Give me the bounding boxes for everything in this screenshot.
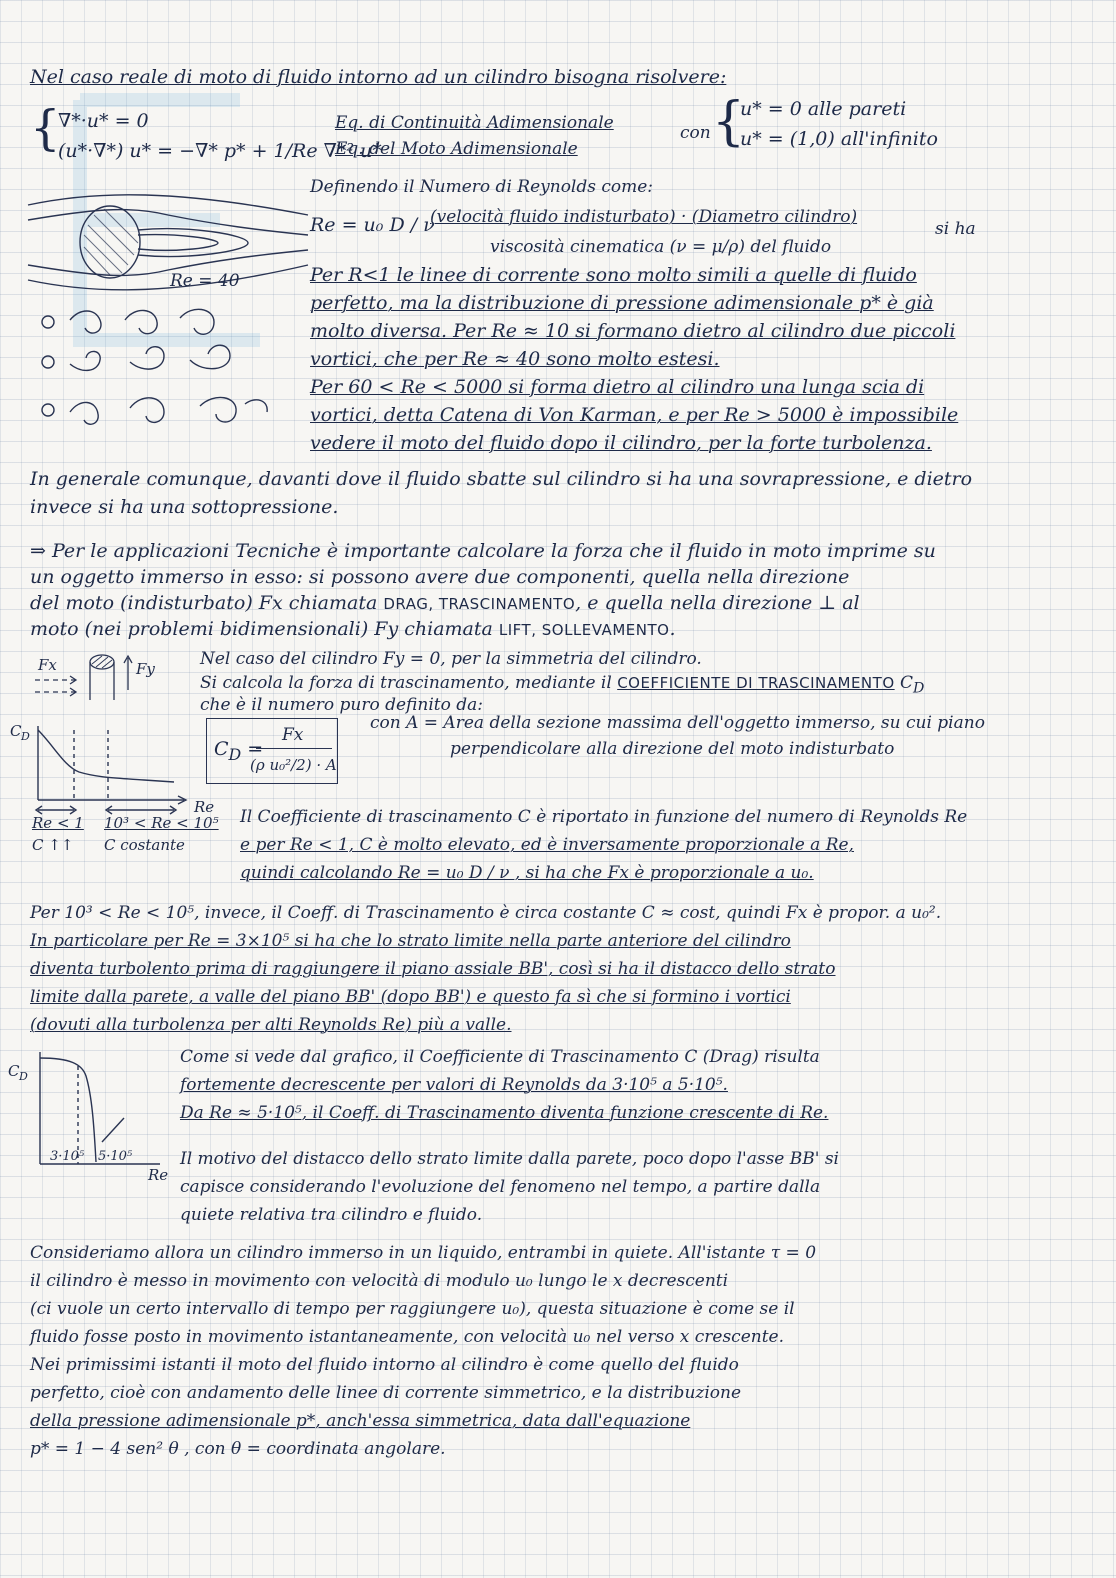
reynolds-formula: Re = u₀ D / ν	[310, 214, 435, 236]
motion-equation: (u*·∇*) u* = −∇* p* + 1/Re ∇*² u*	[58, 140, 382, 162]
drag-text-c: , e quella nella direzione ⊥ al	[575, 592, 860, 614]
paragraph-line: un oggetto immerso in esso: si possono avere due componenti, quella nella direzione	[30, 566, 850, 588]
cd-high-label: C ↑↑	[32, 836, 74, 854]
lift-term: LIFT, SOLLEVAMENTO	[498, 621, 670, 639]
reynolds-denominator: viscosità cinematica (ν = μ/ρ) del fluido	[490, 237, 832, 257]
si-ha-label: si ha	[935, 219, 976, 239]
boundary-condition-wall: u* = 0 alle pareti	[740, 98, 907, 120]
bc-brace: {	[712, 92, 746, 152]
paragraph-line: capisce considerando l'evoluzione del fenomeno nel tempo, a partire dalla	[180, 1177, 821, 1197]
paragraph-line: perfetto, cioè con andamento delle linee di corrente simmetrico, e la distribuzione	[30, 1383, 742, 1403]
system-brace: {	[30, 100, 61, 156]
paragraph-line: quiete relativa tra cilindro e fluido.	[180, 1205, 483, 1225]
paragraph-line: della pressione adimensionale p*, anch'essa simmetrica, data dall'equazione	[30, 1411, 691, 1431]
paragraph-line: il cilindro è messo in movimento con velocità di modulo u₀ lungo le x decrescenti	[30, 1271, 729, 1291]
cd-constant-label: C costante	[104, 836, 185, 854]
paragraph-line: Per R<1 le linee di corrente sono molto simili a quelle di fluido	[310, 264, 917, 286]
cd-axis-label-sub: D	[21, 730, 30, 743]
paragraph-line: quindi calcolando Re = u₀ D / ν , si ha che Fx è proporzionale a u₀.	[240, 863, 814, 883]
cd-symbol-sub: D	[913, 680, 925, 697]
paragraph-line: limite dalla parete, a valle del piano BB' (dopo BB') e questo fa sì che si formino i vortici	[30, 987, 791, 1007]
paragraph-line: che è il numero puro definito da:	[200, 695, 483, 715]
cd-formula-lhs: $C_D$ =	[214, 738, 264, 764]
paragraph-line	[30, 592, 860, 615]
paragraph-line: perpendicolare alla direzione del moto indisturbato	[450, 739, 895, 759]
re-lt-1-label: Re < 1	[32, 814, 84, 832]
cd-formula-numerator: Fx	[282, 725, 304, 745]
paragraph-line: Da Re ≈ 5·10⁵, il Coeff. di Trascinamento diventa funzione crescente di Re.	[180, 1103, 829, 1123]
paragraph-line: Il motivo del distacco dello strato limite dalla parete, poco dopo l'asse BB' si	[180, 1149, 839, 1169]
cd-formula-denominator: (ρ u₀²/2) · A	[250, 756, 337, 774]
cd-axis-label: C	[10, 722, 22, 740]
paragraph-line: con A = Area della sezione massima dell'oggetto immerso, su cui piano	[370, 713, 985, 733]
paragraph-line: ⇒ Per le applicazioni Tecniche è importante calcolare la forza che il fluido in moto imprime su	[30, 540, 936, 562]
motion-equation-name: Eq. del Moto Adimensionale	[335, 139, 578, 159]
paragraph-line: Nel caso del cilindro Fy = 0, per la simmetria del cilindro.	[200, 649, 702, 669]
paragraph-line: Per 10³ < Re < 10⁵, invece, il Coeff. di Trascinamento è circa costante C ≈ cost, quindi Fx è propor. a u₀².	[30, 903, 942, 923]
paragraph-line: invece si ha una sottopressione.	[30, 496, 339, 518]
von-karman-sketch	[30, 300, 290, 450]
cd-axis-label-2-sub: D	[19, 1070, 28, 1083]
paragraph-line	[30, 618, 675, 641]
reynolds-numerator: (velocità fluido indisturbato) · (Diametro cilindro)	[430, 207, 858, 227]
paragraph-line: In particolare per Re = 3×10⁵ si ha che lo strato limite nella parte anteriore del cilindro	[30, 931, 791, 951]
tick-3e5: 3·10⁵	[50, 1149, 85, 1164]
drag-term: DRAG, TRASCINAMENTO	[383, 595, 576, 613]
re40-label: Re = 40	[170, 271, 240, 291]
paragraph-line: Il Coefficiente di trascinamento C è riportato in funzione del numero di Reynolds Re	[240, 807, 968, 827]
con-label: con	[680, 123, 711, 143]
paragraph-line: Come si vede dal grafico, il Coefficiente di Trascinamento C (Drag) risulta	[180, 1047, 820, 1067]
lift-text-c: .	[669, 618, 676, 640]
paragraph-line: perfetto, ma la distribuzione di pressione adimensionale p* è già	[310, 292, 934, 314]
cd-axis-label-2: C	[8, 1062, 20, 1080]
cylinder-flow-sketch	[18, 185, 318, 295]
cd-symbol: C	[894, 673, 914, 693]
drag-coefficient-term: COEFFICIENTE DI TRASCINAMENTO	[617, 674, 895, 692]
cd-lhs: C	[214, 738, 229, 760]
re-axis-label: Re	[194, 798, 215, 816]
drag-crisis-sketch	[8, 1046, 190, 1196]
fx-label: Fx	[38, 656, 57, 674]
paragraph-line: (ci vuole un certo intervallo di tempo per raggiungere u₀), questa situazione è come se il	[30, 1299, 795, 1319]
force-sketch	[30, 650, 180, 710]
tick-5e5: 5·10⁵	[98, 1149, 133, 1164]
paragraph-line: vortici, detta Catena di Von Karman, e per Re > 5000 è impossibile	[310, 404, 959, 426]
paragraph-line: molto diversa. Per Re ≈ 10 si formano dietro al cilindro due piccoli	[310, 320, 956, 342]
paragraph-line: vedere il moto del fluido dopo il cilindro, per la forte turbolenza.	[310, 432, 932, 454]
paragraph-line: Nei primissimi istanti il moto del fluido intorno al cilindro è come quello del fluido	[30, 1355, 739, 1375]
paragraph-line: (dovuti alla turbolenza per alti Reynolds Re) più a valle.	[30, 1015, 512, 1035]
fy-label: Fy	[136, 660, 155, 678]
intro-line: Nel caso reale di moto di fluido intorno ad un cilindro bisogna risolvere:	[30, 66, 727, 88]
re-range-label: 10³ < Re < 10⁵	[104, 814, 219, 832]
paragraph-line: Consideriamo allora un cilindro immerso in un liquido, entrambi in quiete. All'istante τ = 0	[30, 1243, 817, 1263]
paragraph-line: fortemente decrescente per valori di Reynolds da 3·10⁵ a 5·10⁵.	[180, 1075, 728, 1095]
paragraph-line: diventa turbolento prima di raggiungere il piano assiale BB', così si ha il distacco dello strato	[30, 959, 836, 979]
cd-lhs-sub: D	[228, 744, 242, 764]
lift-text-a: moto (nei problemi bidimensionali) Fy chiamata	[30, 618, 499, 640]
drag-text-a: del moto (indisturbato) Fx chiamata	[30, 592, 384, 614]
continuity-equation-name: Eq. di Continuità Adimensionale	[335, 113, 614, 133]
paragraph-line: vortici, che per Re ≈ 40 sono molto estesi.	[310, 348, 720, 370]
paragraph-line: Per 60 < Re < 5000 si forma dietro al cilindro una lunga scia di	[310, 376, 925, 398]
continuity-equation: ∇*·u* = 0	[58, 110, 149, 132]
paragraph-line: fluido fosse posto in movimento istantaneamente, con velocità u₀ nel verso x crescente.	[30, 1327, 784, 1347]
fraction-bar	[256, 748, 332, 749]
re-axis-label-2: Re	[148, 1166, 169, 1184]
reynolds-definition: Definendo il Numero di Reynolds come:	[310, 177, 654, 197]
cd-text-a: Si calcola la forza di trascinamento, mediante il	[200, 673, 618, 693]
boundary-condition-infinity: u* = (1,0) all'infinito	[740, 128, 938, 150]
paragraph-line: p* = 1 − 4 sen² θ , con θ = coordinata angolare.	[30, 1439, 446, 1459]
paragraph-line: In generale comunque, davanti dove il fluido sbatte sul cilindro si ha una sovrapressione, e dietro	[30, 468, 973, 490]
paragraph-line: e per Re < 1, C è molto elevato, ed è inversamente proporzionale a Re,	[240, 835, 854, 855]
